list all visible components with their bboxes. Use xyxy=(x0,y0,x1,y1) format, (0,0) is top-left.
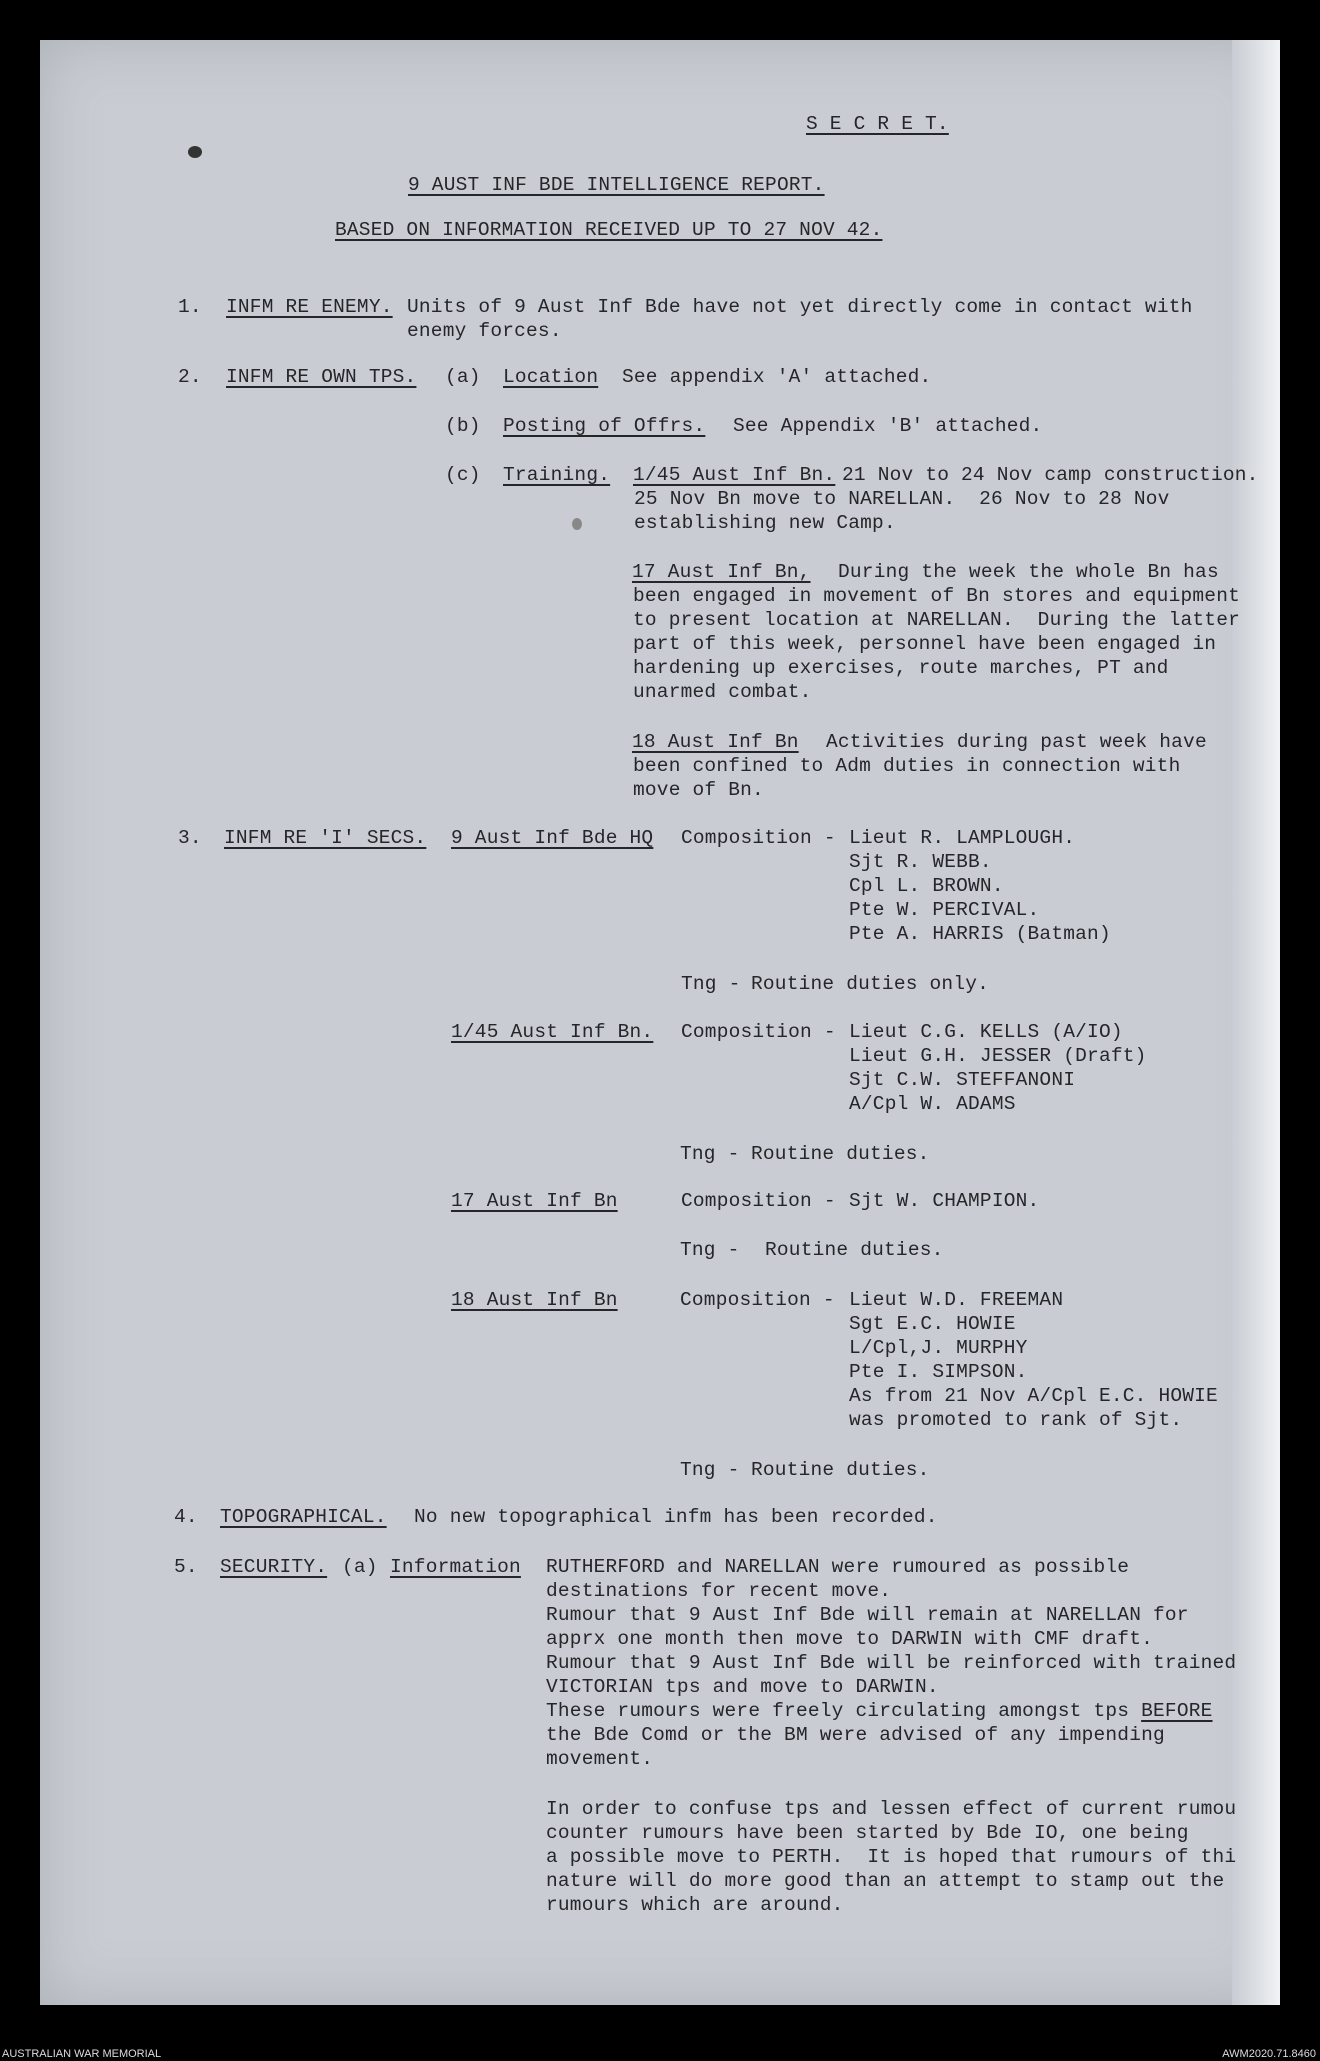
sub-a-heading: Location xyxy=(503,366,599,388)
security-text: a possible move to PERTH. It is hoped that rumours of thi xyxy=(546,1846,1237,1868)
section-3-heading: INFM RE 'I' SECS. xyxy=(224,827,427,849)
isec-unit: 18 Aust Inf Bn xyxy=(451,1289,618,1311)
tng-label: Tng - xyxy=(681,973,741,995)
composition-label: Composition - xyxy=(681,1021,836,1043)
security-text: counter rumours have been started by Bde IO, one being xyxy=(546,1822,1189,1844)
ink-dot xyxy=(572,518,582,530)
member: Sjt C.W. STEFFANONI xyxy=(849,1069,1076,1091)
training-unit: 17 Aust Inf Bn, xyxy=(632,561,811,583)
ink-blot xyxy=(188,146,202,158)
section-1-text: enemy forces. xyxy=(407,320,562,342)
composition-label: Composition - xyxy=(681,827,836,849)
composition-label: Composition - xyxy=(681,1190,836,1212)
member: A/Cpl W. ADAMS xyxy=(849,1093,1016,1115)
tng-label: Tng - xyxy=(680,1239,740,1261)
training-text: been confined to Adm duties in connection with xyxy=(633,755,1181,777)
security-subheading: Information xyxy=(390,1556,521,1578)
section-2-heading: INFM RE OWN TPS. xyxy=(226,366,417,388)
training-text: been engaged in movement of Bn stores and equipment xyxy=(633,585,1240,607)
isec-unit: 17 Aust Inf Bn xyxy=(451,1190,618,1212)
report-title: 9 AUST INF BDE INTELLIGENCE REPORT. xyxy=(408,174,825,196)
tng-text: Routine duties. xyxy=(765,1239,944,1261)
section-1-number: 1. xyxy=(178,296,202,318)
training-unit: 18 Aust Inf Bn xyxy=(632,731,799,753)
section-2-number: 2. xyxy=(178,366,202,388)
member: Sgt E.C. HOWIE xyxy=(849,1313,1016,1335)
tng-text: Routine duties. xyxy=(751,1459,930,1481)
security-text xyxy=(546,1699,1213,1723)
training-text: part of this week, personnel have been engaged in xyxy=(633,633,1217,655)
training-text: 25 Nov Bn move to NARELLAN. 26 Nov to 28 Nov xyxy=(634,488,1170,510)
security-text: rumours which are around. xyxy=(546,1894,844,1916)
footer-accession: AWM2020.71.8460 xyxy=(1222,2048,1316,2060)
security-text: Rumour that 9 Aust Inf Bde will remain at NARELLAN for xyxy=(546,1604,1189,1626)
section-1-heading: INFM RE ENEMY. xyxy=(226,296,393,318)
security-text: VICTORIAN tps and move to DARWIN. xyxy=(546,1676,939,1698)
security-text: the Bde Comd or the BM were advised of any impending xyxy=(546,1724,1165,1746)
emphasis-before: BEFORE xyxy=(1141,1700,1213,1722)
security-text: RUTHERFORD and NARELLAN were rumoured as possible xyxy=(546,1556,1130,1578)
training-text: During the week the whole Bn has xyxy=(838,561,1219,583)
section-5-heading: SECURITY. xyxy=(220,1556,328,1578)
member: Lieut G.H. JESSER (Draft) xyxy=(849,1045,1147,1067)
sub-a-key: (a) xyxy=(342,1556,378,1578)
member: was promoted to rank of Sjt. xyxy=(849,1409,1183,1431)
training-text: to present location at NARELLAN. During the latter xyxy=(633,609,1240,631)
page-edge xyxy=(1232,40,1280,2005)
training-text: 21 Nov to 24 Nov camp construction. xyxy=(842,464,1259,486)
sub-b-text: See Appendix 'B' attached. xyxy=(733,415,1043,437)
composition-label: Composition - xyxy=(680,1289,835,1311)
member: Cpl L. BROWN. xyxy=(849,875,1004,897)
footer-source: AUSTRALIAN WAR MEMORIAL xyxy=(2,2048,162,2060)
security-text-part: These rumours were freely circulating amongst tps xyxy=(546,1700,1142,1722)
tng-label: Tng - xyxy=(680,1143,740,1165)
training-unit: 1/45 Aust Inf Bn. xyxy=(633,464,836,486)
member: Pte A. HARRIS (Batman) xyxy=(849,923,1111,945)
sub-b-heading: Posting of Offrs. xyxy=(503,415,706,437)
training-text: establishing new Camp. xyxy=(634,512,896,534)
member: Lieut R. LAMPLOUGH. xyxy=(849,827,1076,849)
security-text: movement. xyxy=(546,1748,654,1770)
training-text: move of Bn. xyxy=(633,779,764,801)
section-4-text: No new topographical infm has been recorded. xyxy=(414,1506,938,1528)
tng-text: Routine duties only. xyxy=(751,973,990,995)
security-text: In order to confuse tps and lessen effect of current rumou xyxy=(546,1798,1237,1820)
tng-label: Tng - xyxy=(680,1459,740,1481)
sub-b-key: (b) xyxy=(445,415,481,437)
security-text: destinations for recent move. xyxy=(546,1580,892,1602)
member: Pte W. PERCIVAL. xyxy=(849,899,1040,921)
member: Lieut W.D. FREEMAN xyxy=(849,1289,1064,1311)
sub-c-key: (c) xyxy=(445,464,481,486)
member: L/Cpl,J. MURPHY xyxy=(849,1337,1028,1359)
sub-c-heading: Training. xyxy=(503,464,611,486)
member: Pte I. SIMPSON. xyxy=(849,1361,1028,1383)
classification-mark: S E C R E T. xyxy=(806,113,949,135)
sub-a-text: See appendix 'A' attached. xyxy=(622,366,932,388)
training-text: hardening up exercises, route marches, PT and xyxy=(633,657,1169,679)
report-subtitle: BASED ON INFORMATION RECEIVED UP TO 27 NOV 42. xyxy=(335,219,883,241)
member: Sjt R. WEBB. xyxy=(849,851,992,873)
member: As from 21 Nov A/Cpl E.C. HOWIE xyxy=(849,1385,1218,1407)
security-text: Rumour that 9 Aust Inf Bde will be reinforced with trained xyxy=(546,1652,1237,1674)
section-4-number: 4. xyxy=(174,1506,198,1528)
section-3-number: 3. xyxy=(178,827,202,849)
training-text: Activities during past week have xyxy=(826,731,1207,753)
member: Lieut C.G. KELLS (A/IO) xyxy=(849,1021,1123,1043)
sub-a-key: (a) xyxy=(445,366,481,388)
training-text: unarmed combat. xyxy=(633,681,812,703)
tng-text: Routine duties. xyxy=(751,1143,930,1165)
security-text: nature will do more good than an attempt to stamp out the xyxy=(546,1870,1225,1892)
section-1-text: Units of 9 Aust Inf Bde have not yet directly come in contact with xyxy=(407,296,1193,318)
section-4-heading: TOPOGRAPHICAL. xyxy=(220,1506,387,1528)
section-5-number: 5. xyxy=(174,1556,198,1578)
isec-unit: 9 Aust Inf Bde HQ xyxy=(451,827,654,849)
security-text: apprx one month then move to DARWIN with CMF draft. xyxy=(546,1628,1153,1650)
isec-unit: 1/45 Aust Inf Bn. xyxy=(451,1021,654,1043)
member: Sjt W. CHAMPION. xyxy=(849,1190,1040,1212)
